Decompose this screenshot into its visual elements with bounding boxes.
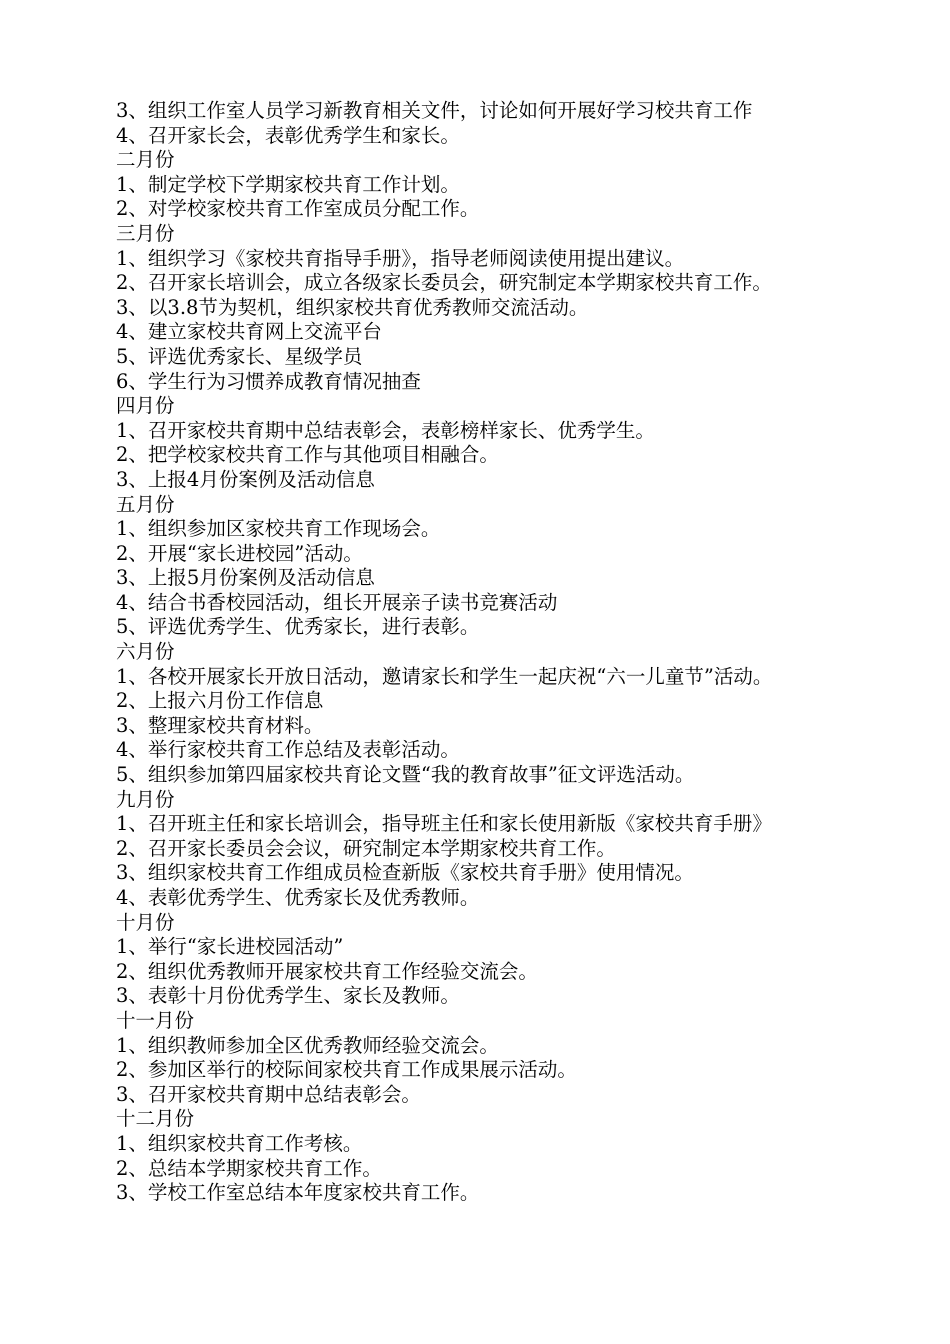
list-item: 3、学校工作室总结本年度家校共育工作。 xyxy=(116,1181,480,1205)
list-item: 3、表彰十月份优秀学生、家长及教师。 xyxy=(116,984,460,1008)
list-item: 3、召开家校共育期中总结表彰会。 xyxy=(116,1082,421,1106)
list-item: 1、组织教师参加全区优秀教师经验交流会。 xyxy=(116,1033,499,1057)
list-item: 4、举行家校共育工作总结及表彰活动。 xyxy=(116,738,460,762)
list-item: 6、学生行为习惯养成教育情况抽查 xyxy=(116,369,421,393)
list-item: 3、组织工作室人员学习新教育相关文件，讨论如何开展好学习校共育工作 xyxy=(116,99,753,122)
list-item: 1、召开班主任和家长培训会，指导班主任和家长使用新版《家校共育手册》 xyxy=(116,812,772,836)
list-item: 5、评选优秀家长、星级学员 xyxy=(116,344,363,368)
list-item: 3、上报5月份案例及活动信息 xyxy=(116,566,375,590)
list-item: 2、总结本学期家校共育工作。 xyxy=(116,1156,382,1180)
list-item: 3、以3.8节为契机，组织家校共育优秀教师交流活动。 xyxy=(116,295,589,319)
list-item: 2、开展“家长进校园”活动。 xyxy=(116,541,363,565)
list-item: 1、组织家校共育工作考核。 xyxy=(116,1131,363,1155)
section-heading-may: 五月份 xyxy=(116,492,175,516)
document-body xyxy=(116,99,916,1206)
list-item: 4、召开家长会，表彰优秀学生和家长。 xyxy=(116,123,460,147)
section-heading-december: 十二月份 xyxy=(116,1107,195,1131)
list-item: 2、参加区举行的校际间家校共育工作成果展示活动。 xyxy=(116,1058,577,1082)
list-item: 2、组织优秀教师开展家校共育工作经验交流会。 xyxy=(116,959,538,983)
list-item: 3、上报4月份案例及活动信息 xyxy=(116,467,375,491)
list-item: 1、组织参加区家校共育工作现场会。 xyxy=(116,517,441,541)
list-item: 4、表彰优秀学生、优秀家长及优秀教师。 xyxy=(116,886,480,909)
section-heading-september: 九月份 xyxy=(116,787,175,811)
list-item: 3、组织家校共育工作组成员检查新版《家校共育手册》使用情况。 xyxy=(116,861,694,885)
list-item: 1、召开家校共育期中总结表彰会，表彰榜样家长、优秀学生。 xyxy=(116,418,655,442)
section-heading-october: 十月份 xyxy=(116,910,175,934)
list-item: 4、建立家校共育网上交流平台 xyxy=(116,320,382,344)
list-item: 3、整理家校共育材料。 xyxy=(116,713,324,737)
list-item: 1、举行“家长进校园活动” xyxy=(116,935,344,959)
section-heading-march: 三月份 xyxy=(116,221,175,245)
list-item: 2、把学校家校共育工作与其他项目相融合。 xyxy=(116,443,499,467)
list-item: 1、制定学校下学期家校共育工作计划。 xyxy=(116,172,460,196)
list-item: 5、评选优秀学生、优秀家长，进行表彰。 xyxy=(116,615,480,639)
list-item: 4、结合书香校园活动，组长开展亲子读书竞赛活动 xyxy=(116,590,558,614)
section-heading-april: 四月份 xyxy=(116,394,175,418)
section-heading-february: 二月份 xyxy=(116,148,175,172)
list-item: 1、各校开展家长开放日活动，邀请家长和学生一起庆祝“六一儿童节”活动。 xyxy=(116,664,773,688)
list-item: 2、召开家长培训会，成立各级家长委员会，研究制定本学期家校共育工作。 xyxy=(116,271,772,295)
list-item: 2、召开家长委员会会议，研究制定本学期家校共育工作。 xyxy=(116,836,616,860)
list-item: 1、组织学习《家校共育指导手册》，指导老师阅读使用提出建议。 xyxy=(116,246,685,270)
list-item: 5、组织参加第四届家校共育论文暨“我的教育故事”征文评选活动。 xyxy=(116,763,695,787)
section-heading-november: 十一月份 xyxy=(116,1008,195,1032)
section-heading-june: 六月份 xyxy=(116,640,175,664)
list-item: 2、对学校家校共育工作室成员分配工作。 xyxy=(116,197,480,221)
list-item: 2、上报六月份工作信息 xyxy=(116,689,324,713)
